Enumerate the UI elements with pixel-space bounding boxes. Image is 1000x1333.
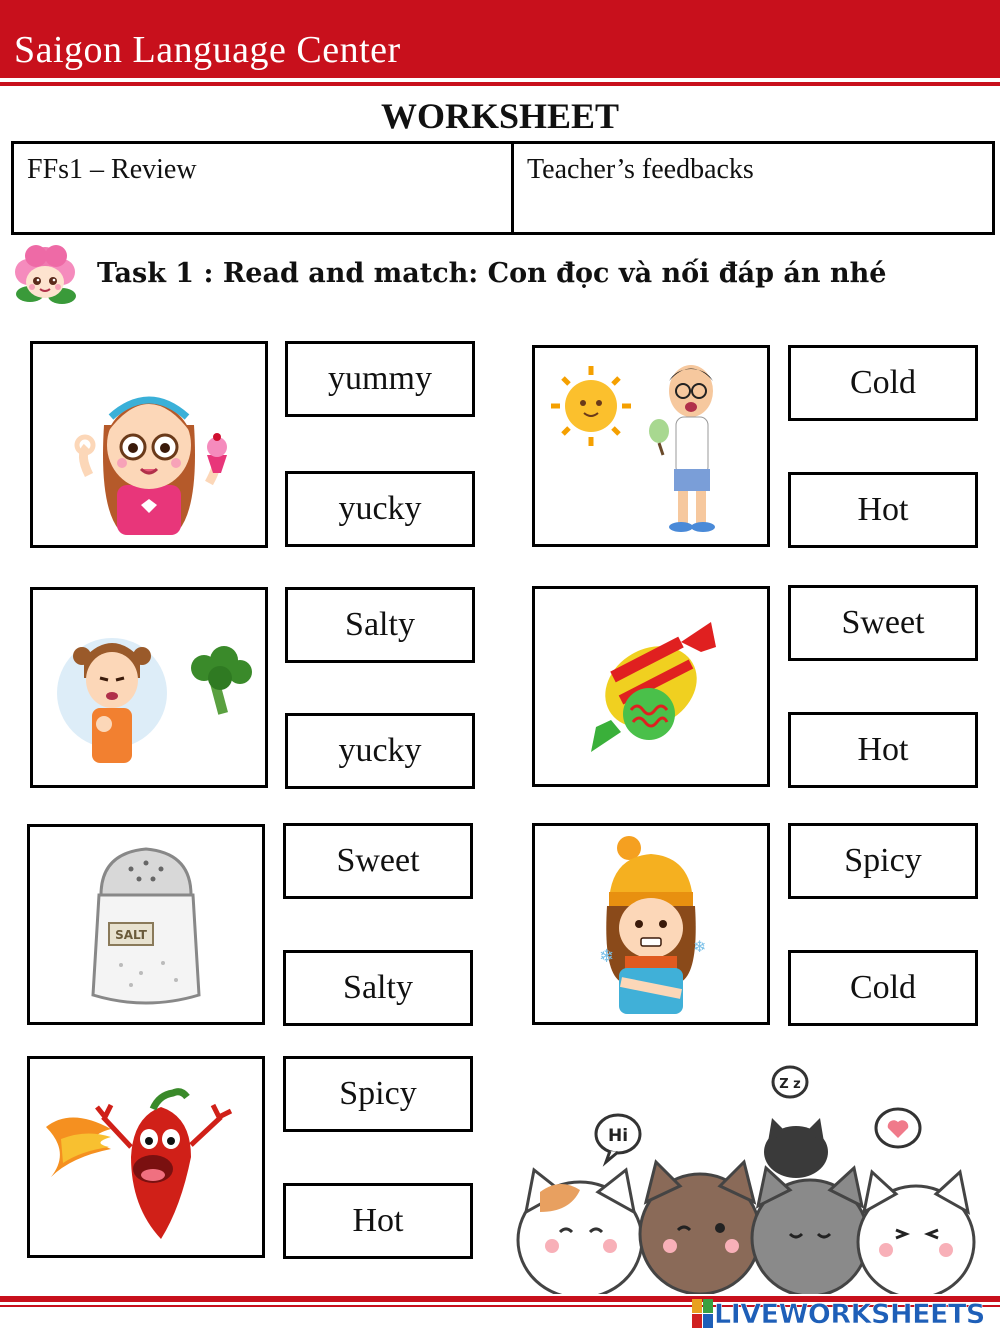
flower-mascot-icon	[6, 242, 84, 314]
speech-bubble-hi	[596, 1115, 640, 1162]
option-yucky[interactable]: yucky	[285, 471, 475, 547]
option-salty[interactable]: Salty	[285, 587, 475, 663]
header-bar	[0, 0, 1000, 78]
liveworksheets-logo-text: LIVEWORKSHEETS	[714, 1298, 985, 1330]
info-table	[11, 141, 995, 235]
broccoli-icon	[191, 646, 252, 715]
picture-yucky-girl[interactable]	[30, 587, 268, 788]
option-sweet[interactable]: Sweet	[788, 585, 978, 661]
option-sweet-2[interactable]: Sweet	[283, 823, 473, 899]
picture-hot-man[interactable]	[532, 345, 770, 547]
cats-decoration	[510, 1062, 980, 1294]
option-spicy-2[interactable]: Spicy	[283, 1056, 473, 1132]
option-salty-2[interactable]: Salty	[283, 950, 473, 1026]
option-spicy[interactable]: Spicy	[788, 823, 978, 899]
salt-label: SALT	[115, 927, 147, 942]
option-cold[interactable]: Cold	[788, 345, 978, 421]
option-yucky-2[interactable]: yucky	[285, 713, 475, 789]
svg-text:Hi: Hi	[607, 1126, 629, 1146]
svg-text:❄: ❄	[693, 936, 707, 956]
liveworksheets-logo[interactable]	[692, 1297, 985, 1331]
option-yummy[interactable]: yummy	[285, 341, 475, 417]
girl-broccoli-illustration	[44, 598, 254, 778]
brand-name: Saigon Language Center	[14, 29, 401, 71]
cold-girl-illustration	[581, 832, 721, 1017]
header-divider	[0, 82, 1000, 86]
heart-bubble-icon	[876, 1109, 920, 1147]
teacher-feedback-cell[interactable]	[514, 144, 992, 232]
svg-text:❄: ❄	[599, 945, 615, 967]
liveworksheets-logo-icon	[692, 1299, 714, 1329]
salt-shaker-illustration	[81, 835, 211, 1015]
svg-text:Z z: Z z	[779, 1077, 801, 1092]
review-label: FFs1 – Review	[27, 154, 197, 185]
feedback-label: Teacher’s feedbacks	[527, 154, 754, 185]
girl-cupcake-illustration	[49, 355, 249, 535]
picture-chili[interactable]	[27, 1056, 265, 1258]
picture-yummy-girl[interactable]	[30, 341, 268, 548]
chili-illustration	[41, 1067, 251, 1247]
hot-sun-man-illustration	[541, 351, 761, 541]
worksheet-title: WORKSHEET	[380, 96, 620, 136]
candy-illustration	[551, 602, 751, 772]
option-hot-3[interactable]: Hot	[283, 1183, 473, 1259]
option-hot-2[interactable]: Hot	[788, 712, 978, 788]
picture-salt[interactable]	[27, 824, 265, 1025]
task-title: Task 1 : Read and match: Con đọc và nối đáp án nhé	[97, 258, 887, 289]
picture-candy[interactable]	[532, 586, 770, 787]
option-cold-2[interactable]: Cold	[788, 950, 978, 1026]
picture-cold-girl[interactable]	[532, 823, 770, 1025]
option-hot[interactable]: Hot	[788, 472, 978, 548]
speech-bubble-zz	[773, 1067, 807, 1097]
sun-icon	[551, 366, 631, 446]
info-review-cell	[14, 144, 514, 232]
